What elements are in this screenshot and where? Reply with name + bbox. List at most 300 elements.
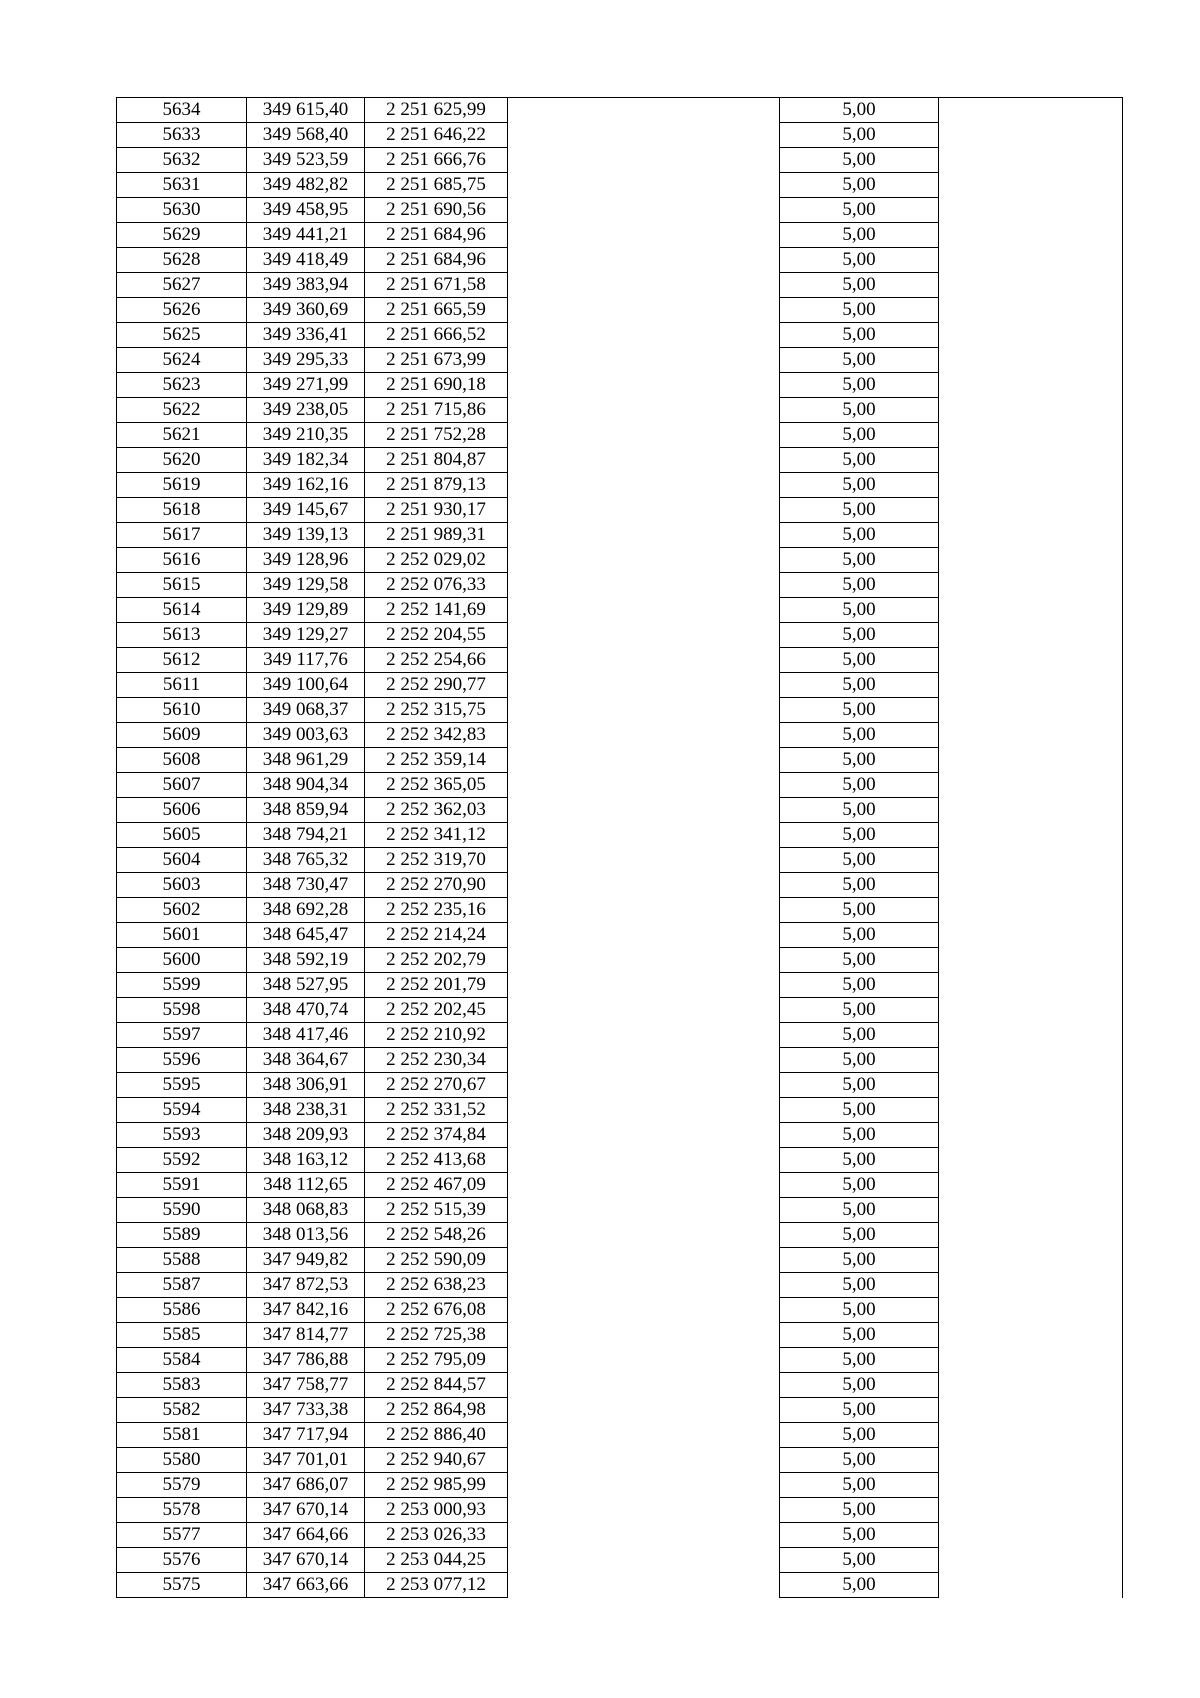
empty-cell bbox=[939, 798, 1123, 823]
x-coordinate-cell: 348 592,19 bbox=[247, 948, 365, 973]
table-row bbox=[117, 1548, 1123, 1573]
empty-cell bbox=[508, 1373, 780, 1398]
point-number-cell: 5588 bbox=[117, 1248, 247, 1273]
value-cell: 5,00 bbox=[780, 1098, 939, 1123]
value-cell: 5,00 bbox=[780, 648, 939, 673]
y-coordinate-cell: 2 253 026,33 bbox=[365, 1523, 508, 1548]
empty-cell bbox=[939, 823, 1123, 848]
coordinates-table-body bbox=[117, 98, 1123, 1598]
table-row bbox=[117, 1248, 1123, 1273]
empty-cell bbox=[939, 1123, 1123, 1148]
x-coordinate-cell: 349 383,94 bbox=[247, 273, 365, 298]
empty-cell bbox=[508, 898, 780, 923]
empty-cell bbox=[939, 1173, 1123, 1198]
y-coordinate-cell: 2 252 202,79 bbox=[365, 948, 508, 973]
point-number-cell: 5633 bbox=[117, 123, 247, 148]
empty-cell bbox=[508, 998, 780, 1023]
x-coordinate-cell: 347 670,14 bbox=[247, 1498, 365, 1523]
point-number-cell: 5612 bbox=[117, 648, 247, 673]
table-row bbox=[117, 1148, 1123, 1173]
x-coordinate-cell: 347 664,66 bbox=[247, 1523, 365, 1548]
table-row bbox=[117, 448, 1123, 473]
empty-cell bbox=[508, 473, 780, 498]
value-cell: 5,00 bbox=[780, 1323, 939, 1348]
table-row bbox=[117, 873, 1123, 898]
table-row bbox=[117, 123, 1123, 148]
table-row bbox=[117, 498, 1123, 523]
point-number-cell: 5617 bbox=[117, 523, 247, 548]
empty-cell bbox=[939, 673, 1123, 698]
table-row bbox=[117, 173, 1123, 198]
empty-cell bbox=[939, 1423, 1123, 1448]
empty-cell bbox=[939, 1548, 1123, 1573]
value-cell: 5,00 bbox=[780, 1173, 939, 1198]
y-coordinate-cell: 2 251 671,58 bbox=[365, 273, 508, 298]
empty-cell bbox=[508, 1248, 780, 1273]
value-cell: 5,00 bbox=[780, 1248, 939, 1273]
table-row bbox=[117, 923, 1123, 948]
empty-cell bbox=[939, 323, 1123, 348]
point-number-cell: 5610 bbox=[117, 698, 247, 723]
table-row bbox=[117, 998, 1123, 1023]
value-cell: 5,00 bbox=[780, 898, 939, 923]
empty-cell bbox=[508, 1173, 780, 1198]
table-row bbox=[117, 223, 1123, 248]
x-coordinate-cell: 349 003,63 bbox=[247, 723, 365, 748]
x-coordinate-cell: 349 458,95 bbox=[247, 198, 365, 223]
empty-cell bbox=[508, 823, 780, 848]
y-coordinate-cell: 2 252 076,33 bbox=[365, 573, 508, 598]
point-number-cell: 5578 bbox=[117, 1498, 247, 1523]
table-row bbox=[117, 798, 1123, 823]
empty-cell bbox=[508, 373, 780, 398]
empty-cell bbox=[508, 323, 780, 348]
empty-cell bbox=[939, 448, 1123, 473]
point-number-cell: 5603 bbox=[117, 873, 247, 898]
empty-cell bbox=[939, 723, 1123, 748]
table-row bbox=[117, 323, 1123, 348]
point-number-cell: 5634 bbox=[117, 98, 247, 123]
value-cell: 5,00 bbox=[780, 748, 939, 773]
x-coordinate-cell: 347 814,77 bbox=[247, 1323, 365, 1348]
table-row bbox=[117, 198, 1123, 223]
value-cell: 5,00 bbox=[780, 473, 939, 498]
empty-cell bbox=[939, 1448, 1123, 1473]
x-coordinate-cell: 349 336,41 bbox=[247, 323, 365, 348]
value-cell: 5,00 bbox=[780, 498, 939, 523]
empty-cell bbox=[508, 1048, 780, 1073]
y-coordinate-cell: 2 251 690,56 bbox=[365, 198, 508, 223]
empty-cell bbox=[939, 523, 1123, 548]
value-cell: 5,00 bbox=[780, 298, 939, 323]
y-coordinate-cell: 2 252 331,52 bbox=[365, 1098, 508, 1123]
value-cell: 5,00 bbox=[780, 1423, 939, 1448]
y-coordinate-cell: 2 252 201,79 bbox=[365, 973, 508, 998]
value-cell: 5,00 bbox=[780, 1148, 939, 1173]
value-cell: 5,00 bbox=[780, 348, 939, 373]
table-row bbox=[117, 1473, 1123, 1498]
x-coordinate-cell: 348 306,91 bbox=[247, 1073, 365, 1098]
point-number-cell: 5630 bbox=[117, 198, 247, 223]
value-cell: 5,00 bbox=[780, 198, 939, 223]
empty-cell bbox=[508, 573, 780, 598]
x-coordinate-cell: 349 523,59 bbox=[247, 148, 365, 173]
value-cell: 5,00 bbox=[780, 948, 939, 973]
point-number-cell: 5624 bbox=[117, 348, 247, 373]
empty-cell bbox=[939, 1298, 1123, 1323]
point-number-cell: 5586 bbox=[117, 1298, 247, 1323]
table-row bbox=[117, 1273, 1123, 1298]
point-number-cell: 5581 bbox=[117, 1423, 247, 1448]
empty-cell bbox=[508, 498, 780, 523]
point-number-cell: 5585 bbox=[117, 1323, 247, 1348]
empty-cell bbox=[508, 623, 780, 648]
x-coordinate-cell: 347 733,38 bbox=[247, 1398, 365, 1423]
table-row bbox=[117, 1448, 1123, 1473]
value-cell: 5,00 bbox=[780, 423, 939, 448]
y-coordinate-cell: 2 252 374,84 bbox=[365, 1123, 508, 1148]
x-coordinate-cell: 349 129,89 bbox=[247, 598, 365, 623]
point-number-cell: 5598 bbox=[117, 998, 247, 1023]
point-number-cell: 5601 bbox=[117, 923, 247, 948]
value-cell: 5,00 bbox=[780, 1273, 939, 1298]
table-row bbox=[117, 573, 1123, 598]
point-number-cell: 5576 bbox=[117, 1548, 247, 1573]
x-coordinate-cell: 349 238,05 bbox=[247, 398, 365, 423]
empty-cell bbox=[939, 848, 1123, 873]
y-coordinate-cell: 2 252 886,40 bbox=[365, 1423, 508, 1448]
value-cell: 5,00 bbox=[780, 1548, 939, 1573]
y-coordinate-cell: 2 251 685,75 bbox=[365, 173, 508, 198]
y-coordinate-cell: 2 252 365,05 bbox=[365, 773, 508, 798]
point-number-cell: 5580 bbox=[117, 1448, 247, 1473]
table-row bbox=[117, 1398, 1123, 1423]
y-coordinate-cell: 2 251 666,52 bbox=[365, 323, 508, 348]
empty-cell bbox=[508, 298, 780, 323]
table-row bbox=[117, 623, 1123, 648]
x-coordinate-cell: 347 670,14 bbox=[247, 1548, 365, 1573]
table-row bbox=[117, 98, 1123, 123]
value-cell: 5,00 bbox=[780, 773, 939, 798]
point-number-cell: 5599 bbox=[117, 973, 247, 998]
empty-cell bbox=[508, 1273, 780, 1298]
empty-cell bbox=[939, 598, 1123, 623]
empty-cell bbox=[508, 223, 780, 248]
point-number-cell: 5604 bbox=[117, 848, 247, 873]
x-coordinate-cell: 348 209,93 bbox=[247, 1123, 365, 1148]
empty-cell bbox=[939, 298, 1123, 323]
value-cell: 5,00 bbox=[780, 1298, 939, 1323]
point-number-cell: 5587 bbox=[117, 1273, 247, 1298]
point-number-cell: 5620 bbox=[117, 448, 247, 473]
x-coordinate-cell: 348 163,12 bbox=[247, 1148, 365, 1173]
y-coordinate-cell: 2 251 665,59 bbox=[365, 298, 508, 323]
empty-cell bbox=[508, 973, 780, 998]
point-number-cell: 5622 bbox=[117, 398, 247, 423]
y-coordinate-cell: 2 251 690,18 bbox=[365, 373, 508, 398]
table-row bbox=[117, 248, 1123, 273]
value-cell: 5,00 bbox=[780, 123, 939, 148]
table-row bbox=[117, 423, 1123, 448]
y-coordinate-cell: 2 252 290,77 bbox=[365, 673, 508, 698]
point-number-cell: 5629 bbox=[117, 223, 247, 248]
x-coordinate-cell: 348 112,65 bbox=[247, 1173, 365, 1198]
value-cell: 5,00 bbox=[780, 873, 939, 898]
value-cell: 5,00 bbox=[780, 548, 939, 573]
value-cell: 5,00 bbox=[780, 523, 939, 548]
x-coordinate-cell: 348 904,34 bbox=[247, 773, 365, 798]
point-number-cell: 5618 bbox=[117, 498, 247, 523]
empty-cell bbox=[508, 948, 780, 973]
empty-cell bbox=[939, 648, 1123, 673]
y-coordinate-cell: 2 252 676,08 bbox=[365, 1298, 508, 1323]
value-cell: 5,00 bbox=[780, 1448, 939, 1473]
point-number-cell: 5621 bbox=[117, 423, 247, 448]
y-coordinate-cell: 2 252 270,90 bbox=[365, 873, 508, 898]
empty-cell bbox=[508, 123, 780, 148]
point-number-cell: 5591 bbox=[117, 1173, 247, 1198]
point-number-cell: 5628 bbox=[117, 248, 247, 273]
value-cell: 5,00 bbox=[780, 723, 939, 748]
empty-cell bbox=[939, 373, 1123, 398]
y-coordinate-cell: 2 253 000,93 bbox=[365, 1498, 508, 1523]
x-coordinate-cell: 349 139,13 bbox=[247, 523, 365, 548]
point-number-cell: 5605 bbox=[117, 823, 247, 848]
empty-cell bbox=[508, 98, 780, 123]
empty-cell bbox=[939, 1248, 1123, 1273]
table-row bbox=[117, 1423, 1123, 1448]
y-coordinate-cell: 2 252 319,70 bbox=[365, 848, 508, 873]
value-cell: 5,00 bbox=[780, 698, 939, 723]
point-number-cell: 5600 bbox=[117, 948, 247, 973]
table-row bbox=[117, 1048, 1123, 1073]
table-row bbox=[117, 1023, 1123, 1048]
value-cell: 5,00 bbox=[780, 798, 939, 823]
x-coordinate-cell: 349 128,96 bbox=[247, 548, 365, 573]
value-cell: 5,00 bbox=[780, 273, 939, 298]
empty-cell bbox=[939, 998, 1123, 1023]
point-number-cell: 5619 bbox=[117, 473, 247, 498]
value-cell: 5,00 bbox=[780, 1523, 939, 1548]
y-coordinate-cell: 2 251 752,28 bbox=[365, 423, 508, 448]
value-cell: 5,00 bbox=[780, 398, 939, 423]
empty-cell bbox=[939, 473, 1123, 498]
x-coordinate-cell: 349 129,27 bbox=[247, 623, 365, 648]
point-number-cell: 5615 bbox=[117, 573, 247, 598]
empty-cell bbox=[939, 1348, 1123, 1373]
y-coordinate-cell: 2 252 230,34 bbox=[365, 1048, 508, 1073]
point-number-cell: 5609 bbox=[117, 723, 247, 748]
point-number-cell: 5608 bbox=[117, 748, 247, 773]
point-number-cell: 5583 bbox=[117, 1373, 247, 1398]
empty-cell bbox=[508, 448, 780, 473]
x-coordinate-cell: 348 961,29 bbox=[247, 748, 365, 773]
table-row bbox=[117, 1573, 1123, 1598]
point-number-cell: 5575 bbox=[117, 1573, 247, 1598]
point-number-cell: 5602 bbox=[117, 898, 247, 923]
y-coordinate-cell: 2 251 930,17 bbox=[365, 498, 508, 523]
empty-cell bbox=[508, 773, 780, 798]
x-coordinate-cell: 348 692,28 bbox=[247, 898, 365, 923]
empty-cell bbox=[939, 948, 1123, 973]
x-coordinate-cell: 349 295,33 bbox=[247, 348, 365, 373]
table-row bbox=[117, 1373, 1123, 1398]
empty-cell bbox=[508, 1548, 780, 1573]
y-coordinate-cell: 2 251 666,76 bbox=[365, 148, 508, 173]
y-coordinate-cell: 2 251 646,22 bbox=[365, 123, 508, 148]
point-number-cell: 5590 bbox=[117, 1198, 247, 1223]
value-cell: 5,00 bbox=[780, 223, 939, 248]
empty-cell bbox=[939, 1398, 1123, 1423]
value-cell: 5,00 bbox=[780, 973, 939, 998]
x-coordinate-cell: 347 717,94 bbox=[247, 1423, 365, 1448]
point-number-cell: 5589 bbox=[117, 1223, 247, 1248]
empty-cell bbox=[939, 623, 1123, 648]
value-cell: 5,00 bbox=[780, 248, 939, 273]
empty-cell bbox=[508, 848, 780, 873]
empty-cell bbox=[508, 1148, 780, 1173]
y-coordinate-cell: 2 252 795,09 bbox=[365, 1348, 508, 1373]
table-row bbox=[117, 398, 1123, 423]
empty-cell bbox=[508, 348, 780, 373]
table-row bbox=[117, 1323, 1123, 1348]
x-coordinate-cell: 348 765,32 bbox=[247, 848, 365, 873]
point-number-cell: 5625 bbox=[117, 323, 247, 348]
table-row bbox=[117, 523, 1123, 548]
empty-cell bbox=[939, 198, 1123, 223]
table-row bbox=[117, 1173, 1123, 1198]
table-row bbox=[117, 1198, 1123, 1223]
table-row bbox=[117, 748, 1123, 773]
empty-cell bbox=[508, 1398, 780, 1423]
y-coordinate-cell: 2 252 341,12 bbox=[365, 823, 508, 848]
x-coordinate-cell: 347 786,88 bbox=[247, 1348, 365, 1373]
point-number-cell: 5597 bbox=[117, 1023, 247, 1048]
point-number-cell: 5607 bbox=[117, 773, 247, 798]
empty-cell bbox=[939, 498, 1123, 523]
empty-cell bbox=[508, 698, 780, 723]
table-row bbox=[117, 348, 1123, 373]
point-number-cell: 5579 bbox=[117, 1473, 247, 1498]
y-coordinate-cell: 2 252 141,69 bbox=[365, 598, 508, 623]
value-cell: 5,00 bbox=[780, 1373, 939, 1398]
x-coordinate-cell: 348 364,67 bbox=[247, 1048, 365, 1073]
table-row bbox=[117, 1223, 1123, 1248]
value-cell: 5,00 bbox=[780, 1023, 939, 1048]
y-coordinate-cell: 2 252 590,09 bbox=[365, 1248, 508, 1273]
value-cell: 5,00 bbox=[780, 923, 939, 948]
x-coordinate-cell: 349 441,21 bbox=[247, 223, 365, 248]
point-number-cell: 5596 bbox=[117, 1048, 247, 1073]
y-coordinate-cell: 2 252 548,26 bbox=[365, 1223, 508, 1248]
empty-cell bbox=[939, 1573, 1123, 1598]
point-number-cell: 5623 bbox=[117, 373, 247, 398]
x-coordinate-cell: 349 182,34 bbox=[247, 448, 365, 473]
empty-cell bbox=[939, 223, 1123, 248]
y-coordinate-cell: 2 251 625,99 bbox=[365, 98, 508, 123]
x-coordinate-cell: 347 758,77 bbox=[247, 1373, 365, 1398]
y-coordinate-cell: 2 252 362,03 bbox=[365, 798, 508, 823]
table-row bbox=[117, 898, 1123, 923]
table-row bbox=[117, 673, 1123, 698]
value-cell: 5,00 bbox=[780, 1123, 939, 1148]
y-coordinate-cell: 2 252 342,83 bbox=[365, 723, 508, 748]
table-row bbox=[117, 773, 1123, 798]
table-row bbox=[117, 848, 1123, 873]
x-coordinate-cell: 348 645,47 bbox=[247, 923, 365, 948]
x-coordinate-cell: 349 129,58 bbox=[247, 573, 365, 598]
value-cell: 5,00 bbox=[780, 1498, 939, 1523]
point-number-cell: 5584 bbox=[117, 1348, 247, 1373]
empty-cell bbox=[939, 1048, 1123, 1073]
y-coordinate-cell: 2 252 515,39 bbox=[365, 1198, 508, 1223]
x-coordinate-cell: 349 360,69 bbox=[247, 298, 365, 323]
x-coordinate-cell: 348 527,95 bbox=[247, 973, 365, 998]
value-cell: 5,00 bbox=[780, 323, 939, 348]
point-number-cell: 5595 bbox=[117, 1073, 247, 1098]
empty-cell bbox=[939, 698, 1123, 723]
empty-cell bbox=[508, 923, 780, 948]
table-row bbox=[117, 148, 1123, 173]
x-coordinate-cell: 349 100,64 bbox=[247, 673, 365, 698]
table-row bbox=[117, 1348, 1123, 1373]
empty-cell bbox=[939, 98, 1123, 123]
point-number-cell: 5611 bbox=[117, 673, 247, 698]
empty-cell bbox=[508, 273, 780, 298]
empty-cell bbox=[939, 573, 1123, 598]
empty-cell bbox=[508, 723, 780, 748]
empty-cell bbox=[939, 748, 1123, 773]
value-cell: 5,00 bbox=[780, 173, 939, 198]
empty-cell bbox=[508, 673, 780, 698]
y-coordinate-cell: 2 252 467,09 bbox=[365, 1173, 508, 1198]
x-coordinate-cell: 348 859,94 bbox=[247, 798, 365, 823]
y-coordinate-cell: 2 252 214,24 bbox=[365, 923, 508, 948]
empty-cell bbox=[939, 1198, 1123, 1223]
empty-cell bbox=[508, 1523, 780, 1548]
point-number-cell: 5582 bbox=[117, 1398, 247, 1423]
y-coordinate-cell: 2 252 210,92 bbox=[365, 1023, 508, 1048]
y-coordinate-cell: 2 252 638,23 bbox=[365, 1273, 508, 1298]
table-row bbox=[117, 548, 1123, 573]
table-row bbox=[117, 948, 1123, 973]
value-cell: 5,00 bbox=[780, 148, 939, 173]
table-row bbox=[117, 648, 1123, 673]
value-cell: 5,00 bbox=[780, 998, 939, 1023]
empty-cell bbox=[508, 1498, 780, 1523]
empty-cell bbox=[939, 1523, 1123, 1548]
empty-cell bbox=[508, 548, 780, 573]
empty-cell bbox=[508, 1223, 780, 1248]
empty-cell bbox=[939, 898, 1123, 923]
y-coordinate-cell: 2 252 413,68 bbox=[365, 1148, 508, 1173]
x-coordinate-cell: 349 117,76 bbox=[247, 648, 365, 673]
empty-cell bbox=[508, 1448, 780, 1473]
empty-cell bbox=[939, 273, 1123, 298]
y-coordinate-cell: 2 251 804,87 bbox=[365, 448, 508, 473]
empty-cell bbox=[939, 148, 1123, 173]
empty-cell bbox=[939, 1273, 1123, 1298]
empty-cell bbox=[939, 1223, 1123, 1248]
x-coordinate-cell: 349 615,40 bbox=[247, 98, 365, 123]
x-coordinate-cell: 349 162,16 bbox=[247, 473, 365, 498]
x-coordinate-cell: 348 730,47 bbox=[247, 873, 365, 898]
point-number-cell: 5631 bbox=[117, 173, 247, 198]
x-coordinate-cell: 349 271,99 bbox=[247, 373, 365, 398]
x-coordinate-cell: 348 068,83 bbox=[247, 1198, 365, 1223]
y-coordinate-cell: 2 252 315,75 bbox=[365, 698, 508, 723]
empty-cell bbox=[508, 198, 780, 223]
